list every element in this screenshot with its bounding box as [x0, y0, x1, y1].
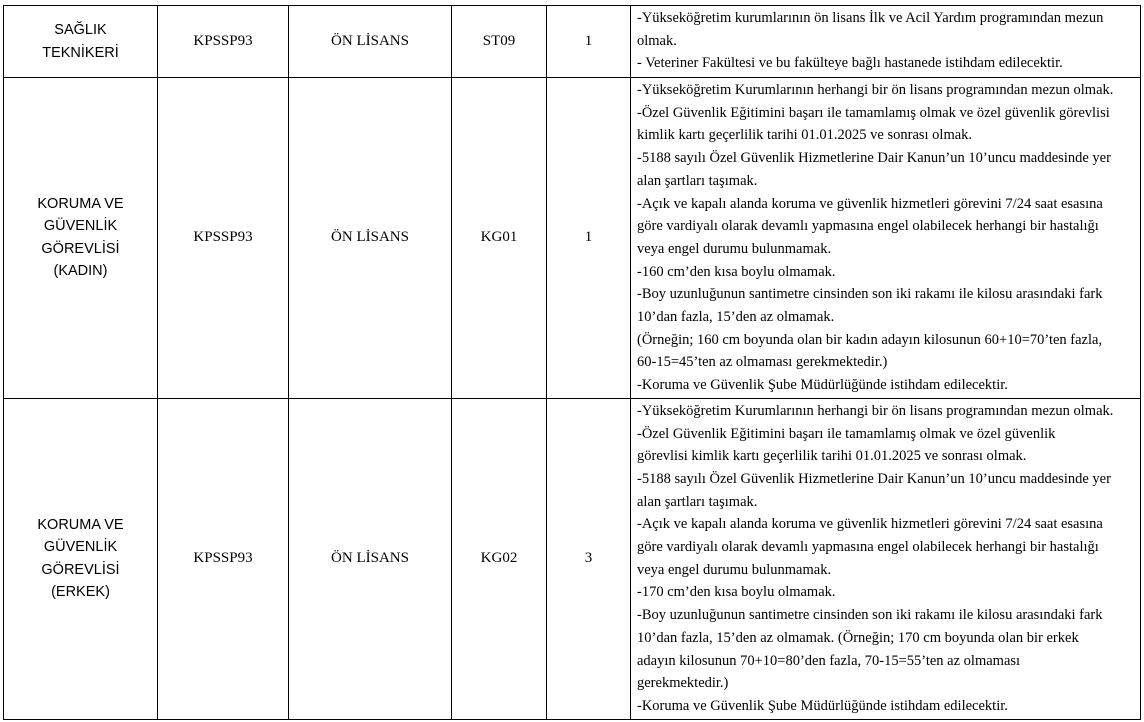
requirement-line: -Yükseköğretim Kurumlarının herhangi bir ön lisans programından mezun olmak. — [637, 82, 1114, 98]
requirement-line: -Özel Güvenlik Eğitimini başarı ile tamamlamış olmak ve özel güvenlik — [637, 425, 1056, 442]
exam-cell: KPSSP93 — [158, 6, 289, 78]
table-row — [4, 398, 1141, 719]
requirement-line: -170 cm’den kısa boylu olmamak. — [637, 584, 836, 601]
position-line: SAĞLIK — [54, 22, 107, 38]
table-row — [4, 6, 1141, 78]
requirement-line: veya engel durumu bulunmamak. — [637, 561, 832, 578]
requirement-line: - Veteriner Fakültesi ve bu fakülteye bağlı hastanede istihdam edilecektir. — [637, 55, 1063, 72]
requirements-cell — [631, 398, 1141, 719]
position-cell — [4, 78, 158, 399]
position-line: (ERKEK) — [51, 584, 110, 601]
requirement-line: 10’dan fazla, 15’den az olmamak. — [637, 309, 835, 326]
quota-cell: 1 — [547, 78, 631, 399]
requirement-line: -160 cm’den kısa boylu olmamak. — [637, 263, 836, 280]
requirement-line: kimlik kartı geçerlilik tarihi 01.01.2025 ve sonrası olmak. — [637, 127, 973, 144]
requirement-line: -5188 sayılı Özel Güvenlik Hizmetlerine Dair Kanun’un 10’uncu maddesinde yer — [637, 470, 1111, 487]
requirement-line: -Özel Güvenlik Eğitimini başarı ile tamamlamış olmak ve özel güvenlik görevlisi — [637, 104, 1110, 121]
level-cell: ÖN LİSANS — [289, 6, 452, 78]
requirement-line: veya engel durumu bulunmamak. — [637, 240, 832, 257]
code-cell: ST09 — [452, 6, 547, 78]
requirement-line: (Örneğin; 160 cm boyunda olan bir kadın adayın kilosunun 60+10=70’ten fazla, — [637, 331, 1103, 348]
requirement-line: -Boy uzunluğunun santimetre cinsinden son iki rakamı ile kilosu arasındaki fark — [637, 607, 1103, 624]
table-row — [4, 78, 1141, 399]
requirements-cell — [631, 78, 1141, 399]
exam-cell: KPSSP93 — [158, 78, 289, 399]
position-line: KORUMA VE — [37, 516, 124, 533]
requirement-line: görevlisi kimlik kartı geçerlilik tarihi 01.01.2025 ve sonrası olmak. — [637, 448, 1027, 465]
requirement-line: -Yükseköğretim kurumlarının ön lisans İlk ve Acil Yardım programından mezun — [637, 10, 1104, 26]
requirement-line: -Açık ve kapalı alanda koruma ve güvenlik hizmetleri görevini 7/24 saat esasına — [637, 516, 1103, 533]
position-cell — [4, 398, 158, 719]
requirement-line: -Açık ve kapalı alanda koruma ve güvenlik hizmetleri görevini 7/24 saat esasına — [637, 195, 1103, 212]
requirement-line: alan şartları taşımak. — [637, 172, 758, 189]
level-cell: ÖN LİSANS — [289, 398, 452, 719]
requirement-line: gerekmektedir.) — [637, 675, 729, 692]
positions-table — [3, 5, 1141, 720]
requirements-cell — [631, 6, 1141, 78]
position-line: KORUMA VE — [37, 195, 124, 212]
requirement-line: 10’dan fazla, 15’den az olmamak. (Örneğin; 170 cm boyunda olan bir erkek — [637, 629, 1079, 646]
code-cell: KG01 — [452, 78, 547, 399]
requirement-line: -Yükseköğretim Kurumlarının herhangi bir ön lisans programından mezun olmak. — [637, 402, 1114, 419]
position-line: GÜVENLİK — [43, 539, 118, 556]
quota-cell: 3 — [547, 398, 631, 719]
requirement-line: -Boy uzunluğunun santimetre cinsinden son iki rakamı ile kilosu arasındaki fark — [637, 286, 1103, 303]
level-cell: ÖN LİSANS — [289, 78, 452, 399]
requirement-line: 60-15=45’ten az olmaması gerekmektedir.) — [637, 354, 888, 371]
requirement-line: -5188 sayılı Özel Güvenlik Hizmetlerine Dair Kanun’un 10’uncu maddesinde yer — [637, 150, 1111, 167]
requirement-line: göre vardiyalı olarak devamlı yapmasına engel olabilecek herhangi bir hastalığı — [637, 539, 1099, 556]
requirement-line: olmak. — [637, 32, 677, 49]
position-cell — [4, 6, 158, 78]
exam-cell: KPSSP93 — [158, 398, 289, 719]
position-line: (KADIN) — [53, 263, 108, 280]
requirement-line: adayın kilosunun 70+10=80’den fazla, 70-15=55’ten az olmaması — [637, 652, 1021, 669]
requirement-line: göre vardiyalı olarak devamlı yapmasına engel olabilecek herhangi bir hastalığı — [637, 218, 1099, 235]
requirement-line: alan şartları taşımak. — [637, 493, 758, 510]
position-line: GÜVENLİK — [43, 218, 118, 235]
requirement-line: -Koruma ve Güvenlik Şube Müdürlüğünde istihdam edilecektir. — [637, 697, 1008, 714]
requirement-line: -Koruma ve Güvenlik Şube Müdürlüğünde istihdam edilecektir. — [637, 377, 1008, 394]
position-line: GÖREVLİSİ — [41, 561, 120, 578]
position-line: GÖREVLİSİ — [41, 240, 120, 257]
position-line: TEKNİKERİ — [42, 44, 119, 61]
code-cell: KG02 — [452, 398, 547, 719]
quota-cell: 1 — [547, 6, 631, 78]
